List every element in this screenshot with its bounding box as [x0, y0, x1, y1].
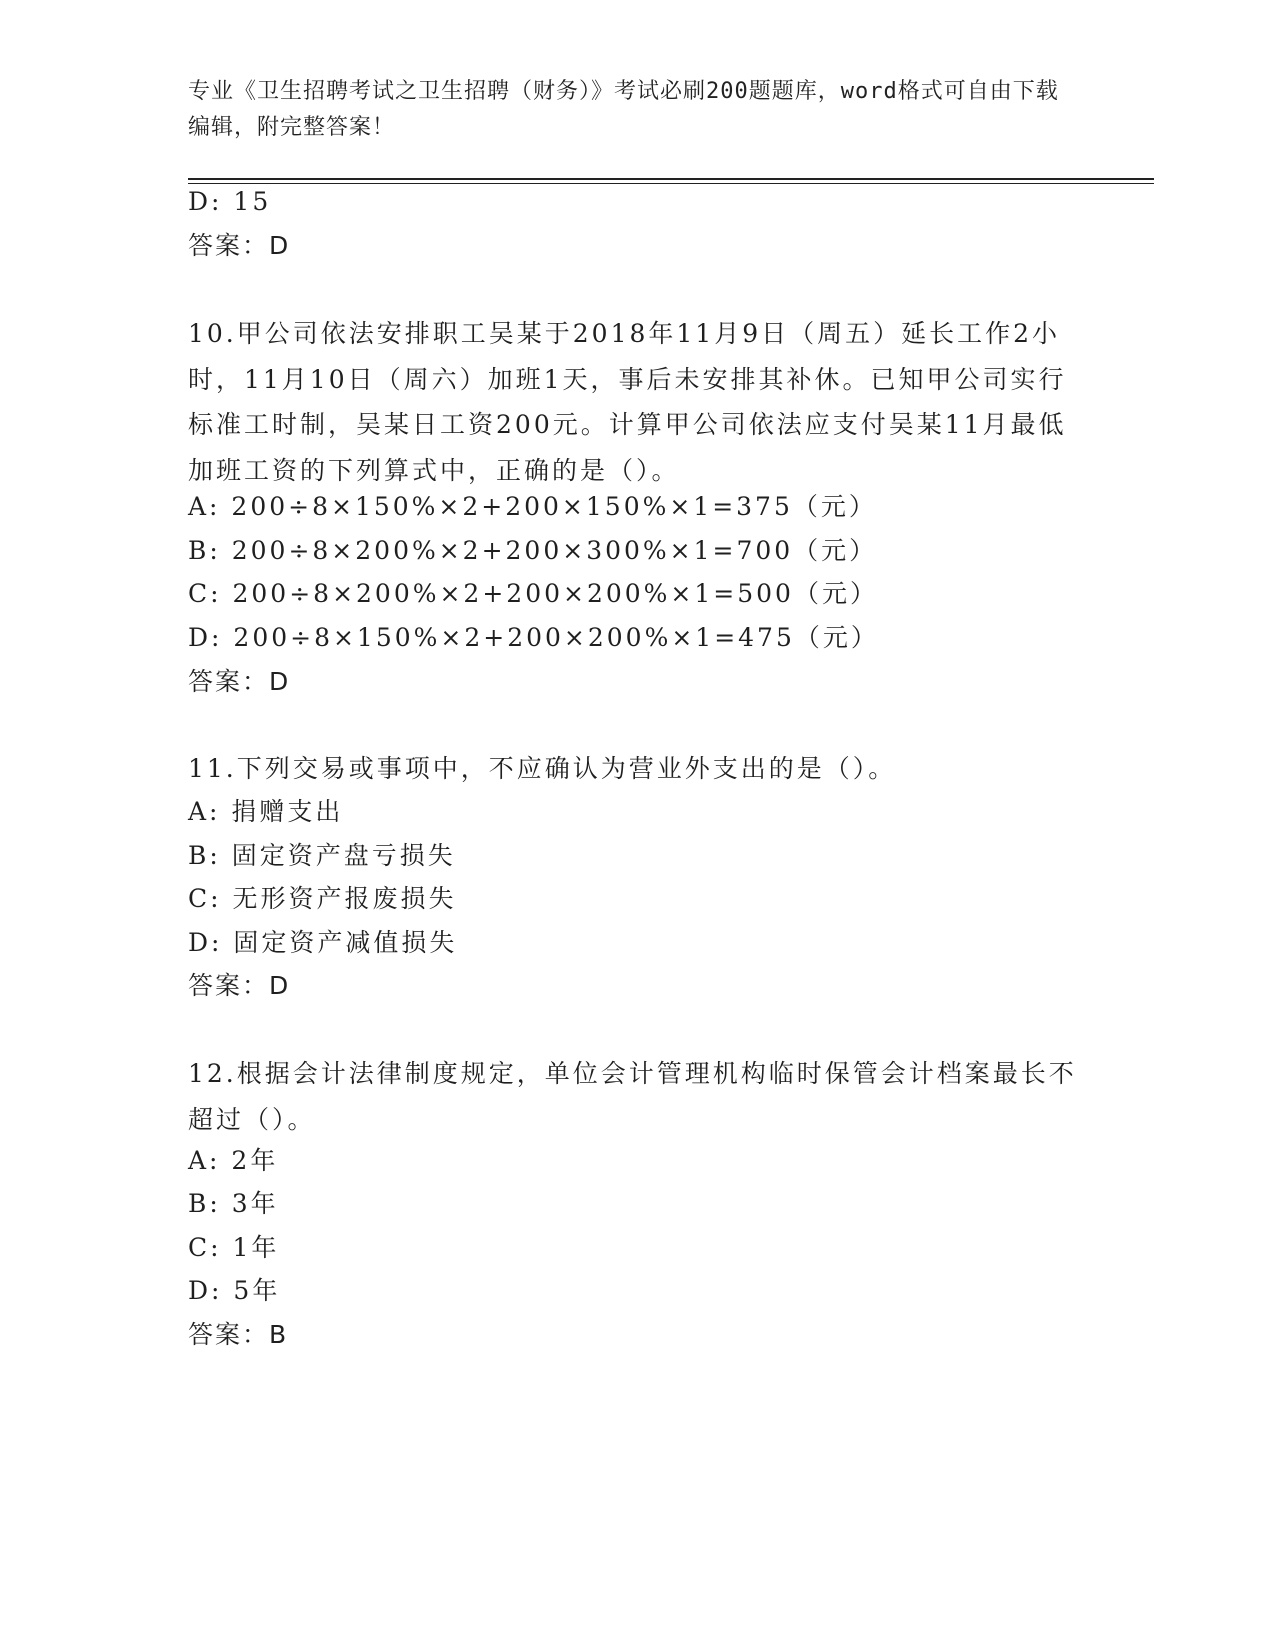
- question-10-answer: 答案：D: [188, 667, 291, 696]
- question-10-stem: 10.甲公司依法安排职工吴某于2018年11月9日（周五）延长工作2小时，11月10日（周六）加班1天，事后未安排其补休。已知甲公司实行标准工时制，吴某日工资200元。计算甲公司依法应支付吴某11月最低加班工资的下列算式中，正确的是（）。: [188, 319, 1067, 485]
- question-10-option-b: B: 200÷8×200%×2+200×300%×1=700（元）: [188, 536, 878, 565]
- question-11-option-c: C: 无形资产报废损失: [188, 884, 457, 913]
- question-11-option-b: B: 固定资产盘亏损失: [188, 841, 456, 870]
- question-11-answer: 答案：D: [188, 971, 291, 1000]
- document-header: 专业《卫生招聘考试之卫生招聘（财务）》考试必刷200题题库，word格式可自由下载编辑，附完整答案！: [188, 79, 1059, 140]
- question-12-option-c: C: 1年: [188, 1233, 280, 1262]
- question-10-option-a: A: 200÷8×150%×2+200×150%×1=375（元）: [188, 492, 877, 521]
- question-12-option-b: B: 3年: [188, 1189, 279, 1218]
- question-12-answer: 答案：B: [188, 1320, 289, 1349]
- question-10-option-d: D: 200÷8×150%×2+200×200%×1=475（元）: [188, 623, 879, 652]
- question-12-option-a: A: 2年: [188, 1146, 279, 1175]
- header-divider-thick: [188, 178, 1154, 180]
- question-11-option-a: A: 捐赠支出: [188, 797, 344, 826]
- question-10-option-c: C: 200÷8×200%×2+200×200%×1=500（元）: [188, 579, 878, 608]
- question-12-option-d: D: 5年: [188, 1276, 281, 1305]
- prev-question-answer: 答案：D: [188, 231, 291, 260]
- question-11-stem: 11.下列交易或事项中，不应确认为营业外支出的是（）。: [188, 754, 897, 783]
- question-12-stem: 12.根据会计法律制度规定，单位会计管理机构临时保管会计档案最长不超过（）。: [188, 1059, 1077, 1134]
- question-11-option-d: D: 固定资产减值损失: [188, 928, 458, 957]
- header-divider-thin: [188, 183, 1154, 184]
- prev-question-option-d: D: 15: [188, 187, 272, 216]
